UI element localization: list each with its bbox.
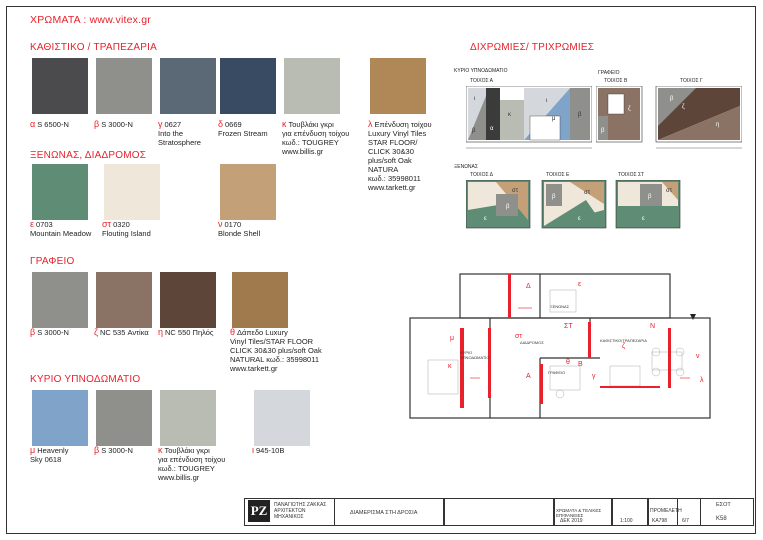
svg-text:γ: γ xyxy=(592,373,596,380)
section-kyrio: ΚΥΡΙΟ ΥΠΝΟΔΩΜΑΤΙΟ xyxy=(30,374,141,385)
swatch-label xyxy=(230,328,322,373)
swatch-key: ν xyxy=(218,219,223,229)
color-swatch xyxy=(254,390,310,446)
color-swatch xyxy=(160,58,216,114)
color-swatch xyxy=(370,58,426,114)
swatch-key: στ xyxy=(102,219,112,229)
swatch-text: 945-10B xyxy=(256,446,285,455)
swatch-text: S 3000-N xyxy=(101,446,133,455)
svg-text:μ: μ xyxy=(552,116,556,122)
elev-toixos-d: ΤΟΙΧΟΣ Δ xyxy=(470,172,494,178)
swatch-label xyxy=(158,120,201,147)
swatch-text: Δάπεδο Luxury Vinyl Tiles/STAR FLOOR CLICK 30&30 plus/soft Oak NATURAL κωδ.: 35998011 www.tarkett.gr xyxy=(230,328,322,373)
svg-text:μ: μ xyxy=(450,335,455,342)
color-swatch xyxy=(160,390,216,446)
swatch-text: NC 550 Πηλός xyxy=(165,328,214,337)
svg-text:Ν: Ν xyxy=(650,323,656,330)
swatch-key: κ xyxy=(282,119,287,129)
drawing-number: Κ58 xyxy=(716,516,727,522)
logo: PZ xyxy=(248,500,270,522)
swatch-key: α xyxy=(30,119,36,129)
swatch-label xyxy=(158,446,225,482)
swatch-key: ζ xyxy=(94,327,98,337)
color-swatch xyxy=(104,164,160,220)
status: ΕΣΟΤ xyxy=(716,502,731,508)
swatch-text: S 6500-N xyxy=(37,120,69,129)
swatch-key: δ xyxy=(218,119,224,129)
section-xenonas: ΞΕΝΩΝΑΣ, ΔΙΑΔΡΟΜΟΣ xyxy=(30,150,147,161)
swatch-label xyxy=(218,220,260,238)
svg-text:ΞΕΝΩΝΑΣ: ΞΕΝΩΝΑΣ xyxy=(550,304,570,309)
swatch-key: ι xyxy=(252,445,254,455)
color-swatch xyxy=(96,272,152,328)
elev-kyrio-label: ΚΥΡΙΟ ΥΠΝΟΔΩΜΑΤΙΟ xyxy=(454,68,508,74)
swatch-text: Τουβλάκι γκρι για επένδυση τοίχου κωδ.: TOUGREY www.billis.gr xyxy=(282,120,350,156)
color-swatch xyxy=(96,58,152,114)
elev-grafeio-label: ΓΡΑΦΕΙΟ xyxy=(598,70,620,76)
svg-text:β: β xyxy=(578,112,582,118)
elev-toixos-a: ΤΟΙΧΟΣ Α xyxy=(470,78,494,84)
swatch-key: ε xyxy=(30,219,35,229)
svg-text:ΚΥΡΙΟ: ΚΥΡΙΟ xyxy=(460,350,473,355)
swatch-key: θ xyxy=(230,327,236,337)
svg-text:ΥΠΝΟΔΩΜΑΤΙΟ: ΥΠΝΟΔΩΜΑΤΙΟ xyxy=(460,355,490,360)
color-swatch xyxy=(32,272,88,328)
elev-toixos-e: ΤΟΙΧΟΣ Ε xyxy=(546,172,570,178)
section-dixromies: ΔΙΧΡΩΜΙΕΣ/ ΤΡΙΧΡΩΜΙΕΣ xyxy=(470,42,595,53)
phase: ΠΡΟΜΕΛΕΤΗ xyxy=(650,508,682,514)
swatch-key: β xyxy=(94,445,100,455)
floor-plan xyxy=(400,268,730,440)
color-swatch xyxy=(160,272,216,328)
svg-text:ε: ε xyxy=(578,281,582,288)
sheet-number: 6/7 xyxy=(682,518,689,524)
svg-text:β: β xyxy=(552,194,556,200)
swatch-text: 0320 Flouting Island xyxy=(102,220,151,238)
page-title: ΧΡΩΜΑΤΑ : www.vitex.gr xyxy=(30,14,151,26)
svg-text:β: β xyxy=(648,194,652,200)
svg-text:Β: Β xyxy=(578,361,583,368)
svg-text:ν: ν xyxy=(696,353,700,360)
svg-text:β: β xyxy=(601,128,605,134)
swatch-text: NC 535 Αντίκα xyxy=(99,328,149,337)
elev-toixos-g: ΤΟΙΧΟΣ Γ xyxy=(680,78,703,84)
elevation-grafeio xyxy=(596,86,742,152)
svg-text:β: β xyxy=(472,128,476,134)
project-name: ΔΙΑΜΕΡΙΣΜΑ ΣΤΗ ΔΡΟΣΙΑ xyxy=(350,510,418,516)
swatch-label xyxy=(282,120,349,156)
svg-text:ι: ι xyxy=(546,98,548,104)
color-swatch xyxy=(32,164,88,220)
swatch-text: S 3000-N xyxy=(37,328,69,337)
svg-text:ζ: ζ xyxy=(682,104,685,110)
svg-text:ζ: ζ xyxy=(622,343,626,350)
svg-text:ζ: ζ xyxy=(628,106,631,112)
drawing-date: ΔΕΚ 2019 xyxy=(560,518,583,524)
svg-text:η: η xyxy=(716,122,720,128)
drawing-code: ΚΑ798 xyxy=(652,518,668,524)
swatch-label xyxy=(252,446,284,455)
drawing-title: ΧΡΩΜΑΤΑ & ΤΕΛΙΚΕΣ ΕΠΙΦΑΝΕΙΕΣ xyxy=(556,508,602,518)
color-swatch xyxy=(96,390,152,446)
svg-text:κ: κ xyxy=(448,363,452,370)
swatch-text: S 3000-N xyxy=(101,120,133,129)
swatch-label xyxy=(102,220,151,238)
svg-text:β: β xyxy=(670,96,674,102)
svg-text:Δ: Δ xyxy=(526,283,531,290)
swatch-key: λ xyxy=(368,119,373,129)
swatch-text: 0703 Mountain Meadow xyxy=(30,220,92,238)
svg-text:α: α xyxy=(490,126,494,132)
swatch-label xyxy=(218,120,268,138)
svg-text:στ: στ xyxy=(666,188,673,194)
swatch-label xyxy=(368,120,432,192)
svg-text:Α: Α xyxy=(526,373,531,380)
swatch-text: Τουβλάκι γκρι για επένδυση τοίχου κωδ.: TOUGREY www.billis.gr xyxy=(158,446,226,482)
svg-text:ε: ε xyxy=(642,216,645,222)
svg-text:ι: ι xyxy=(474,96,476,102)
color-swatch xyxy=(232,272,288,328)
svg-text:θ: θ xyxy=(566,359,570,366)
swatch-label xyxy=(30,328,69,337)
color-swatch xyxy=(220,164,276,220)
svg-text:ΣΤ: ΣΤ xyxy=(564,323,573,330)
svg-text:ε: ε xyxy=(484,216,487,222)
swatch-text: 0170 Blonde Shell xyxy=(218,220,261,238)
swatch-text: Heavenly Sky 0618 xyxy=(30,446,69,464)
svg-text:ΚΑΘΙΣΤΙΚΟ/ΤΡΑΠΕΖΑΡΙΑ: ΚΑΘΙΣΤΙΚΟ/ΤΡΑΠΕΖΑΡΙΑ xyxy=(600,338,647,343)
section-kathistiko: ΚΑΘΙΣΤΙΚΟ / ΤΡΑΠΕΖΑΡΙΑ xyxy=(30,42,157,53)
drawing-scale: 1:100 xyxy=(620,518,633,524)
svg-text:στ: στ xyxy=(515,333,523,340)
svg-text:ΔΙΑΔΡΟΜΟΣ: ΔΙΑΔΡΟΜΟΣ xyxy=(520,340,544,345)
svg-text:ε: ε xyxy=(578,216,581,222)
swatch-label xyxy=(30,220,91,238)
swatch-label xyxy=(94,120,133,129)
elev-xenonas-label: ΞΕΝΩΝΑΣ xyxy=(454,164,478,170)
elev-toixos-st: ΤΟΙΧΟΣ ΣΤ xyxy=(618,172,645,178)
swatch-label xyxy=(158,328,214,337)
color-swatch xyxy=(220,58,276,114)
elev-toixos-b: ΤΟΙΧΟΣ Β xyxy=(604,78,628,84)
swatch-text: 0669 Frozen Stream xyxy=(218,120,268,138)
tb-notes-cell xyxy=(444,498,554,526)
color-swatch xyxy=(32,58,88,114)
swatch-label xyxy=(94,446,133,455)
architect-name: ΠΑΝΑΓΙΩΤΗΣ ΖΑΚΚΑΣ ΑΡΧΙΤΕΚΤΩΝ ΜΗΧΑΝΙΚΟΣ xyxy=(274,502,327,520)
elevation-kyrio-a xyxy=(466,86,592,152)
svg-text:κ: κ xyxy=(508,112,511,118)
color-swatch xyxy=(284,58,340,114)
swatch-label xyxy=(30,120,69,129)
swatch-label xyxy=(30,446,68,464)
swatch-key: μ xyxy=(30,445,36,455)
swatch-key: β xyxy=(30,327,36,337)
elevations-panel xyxy=(452,64,742,234)
swatch-key: η xyxy=(158,327,164,337)
swatch-label xyxy=(94,328,149,337)
swatch-key: β xyxy=(94,119,100,129)
elevation-xenonas xyxy=(466,180,686,234)
svg-text:στ: στ xyxy=(584,190,591,196)
svg-text:β: β xyxy=(506,204,510,210)
svg-text:στ: στ xyxy=(512,188,519,194)
swatch-text: Επένδυση τοίχου Luxury Vinyl Tiles STAR FLOOR/ CLICK 30&30 plus/soft Oak NATURA κωδ.: 35998011 www.tarkett.gr xyxy=(368,120,432,192)
svg-text:ΓΡΑΦΕΙΟ: ΓΡΑΦΕΙΟ xyxy=(548,370,566,375)
swatch-text: 0627 Into the Stratosphere xyxy=(158,120,201,147)
color-swatch xyxy=(32,390,88,446)
svg-text:λ: λ xyxy=(700,377,704,384)
swatch-key: γ xyxy=(158,119,163,129)
swatch-key: κ xyxy=(158,445,163,455)
section-grafeio: ΓΡΑΦΕΙΟ xyxy=(30,256,75,267)
